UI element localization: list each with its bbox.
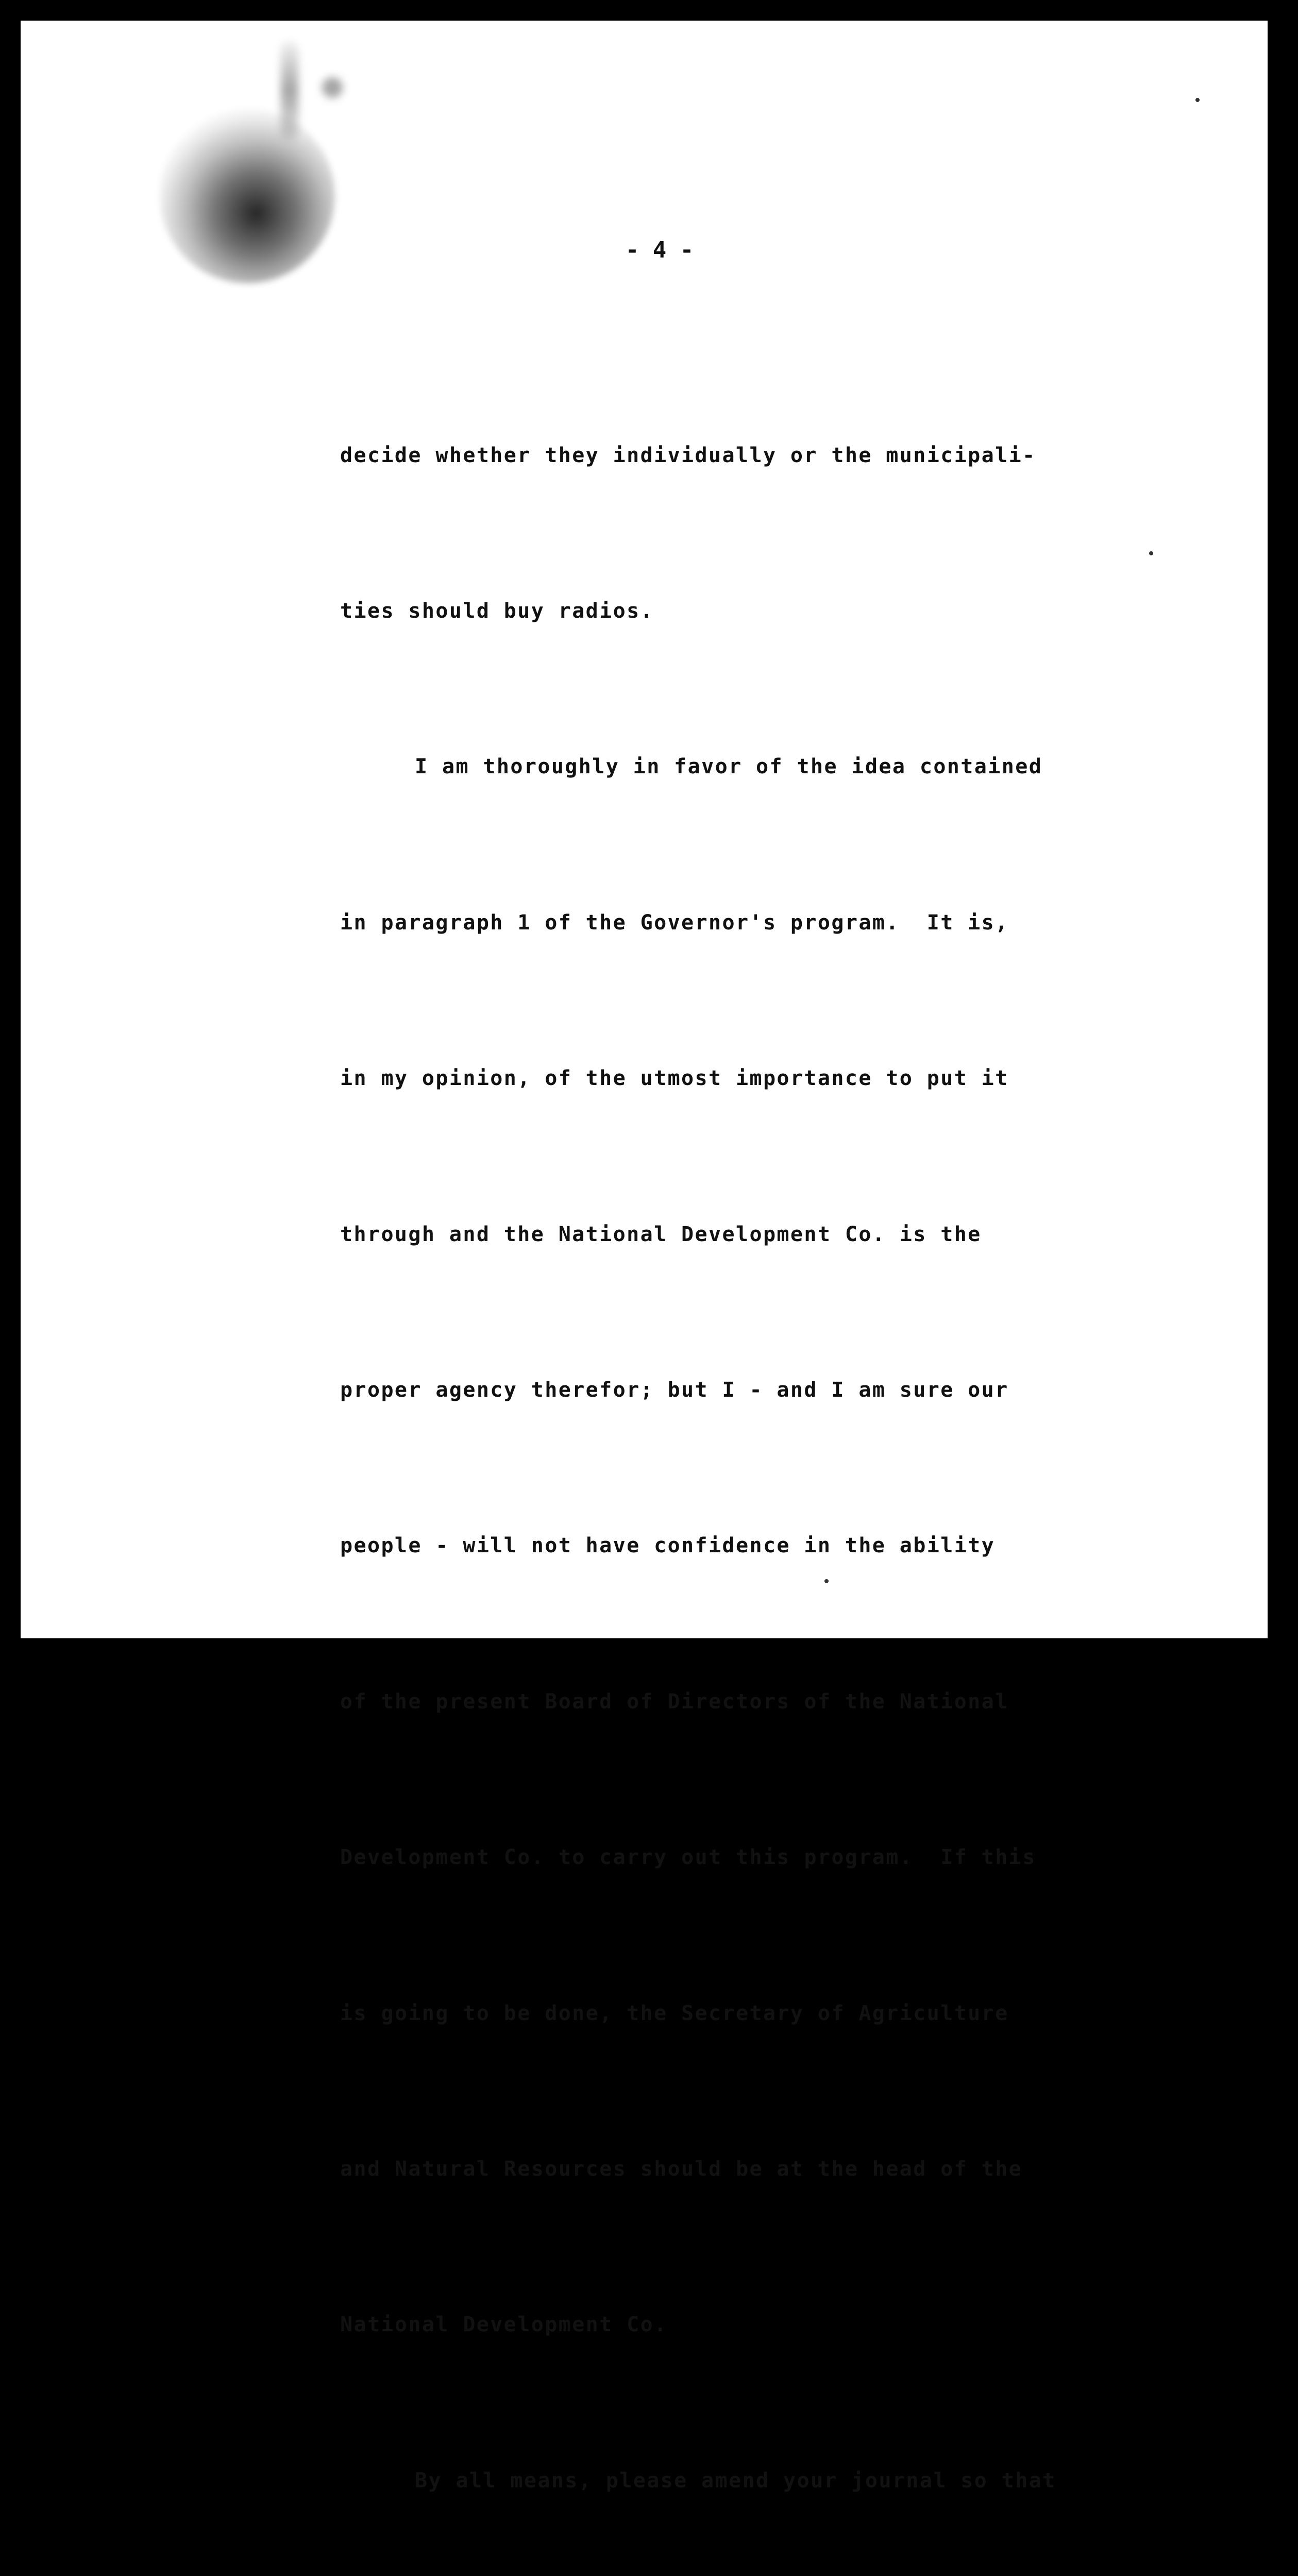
text-line: through and the National Development Co. is the [340,1222,982,1246]
text-line: decide whether they individually or the municipali- [340,443,1036,467]
text-line: people - will not have confidence in the ability [340,1534,996,1558]
text-line: Development Co. to carry out this program. If this [340,1845,1036,1870]
ink-blot [160,108,335,283]
text-line: and Natural Resources should be at the head of the [340,2157,1023,2181]
page-number: - 4 - [625,237,694,263]
document-body [340,326,1226,2576]
scan-speck [1195,98,1200,102]
text-line: of the present Board of Directors of the National [340,1689,1009,1714]
ink-spot [322,77,343,98]
text-line: in my opinion, of the utmost importance to put it [340,1066,1009,1091]
text-line: proper agency therefor; but I - and I am sure our [340,1378,1009,1402]
text-line: ties should buy radios. [340,599,654,623]
text-line: is going to be done, the Secretary of Agriculture [340,2001,1009,2025]
text-line: in paragraph 1 of the Governor's program. It is, [340,910,1009,935]
text-line: National Development Co. [340,2313,668,2337]
paragraph-start: By all means, please amend your journal so that [415,2468,1056,2493]
document-page [21,21,1268,2493]
paragraph-start: I am thoroughly in favor of the idea contained [415,755,1043,779]
